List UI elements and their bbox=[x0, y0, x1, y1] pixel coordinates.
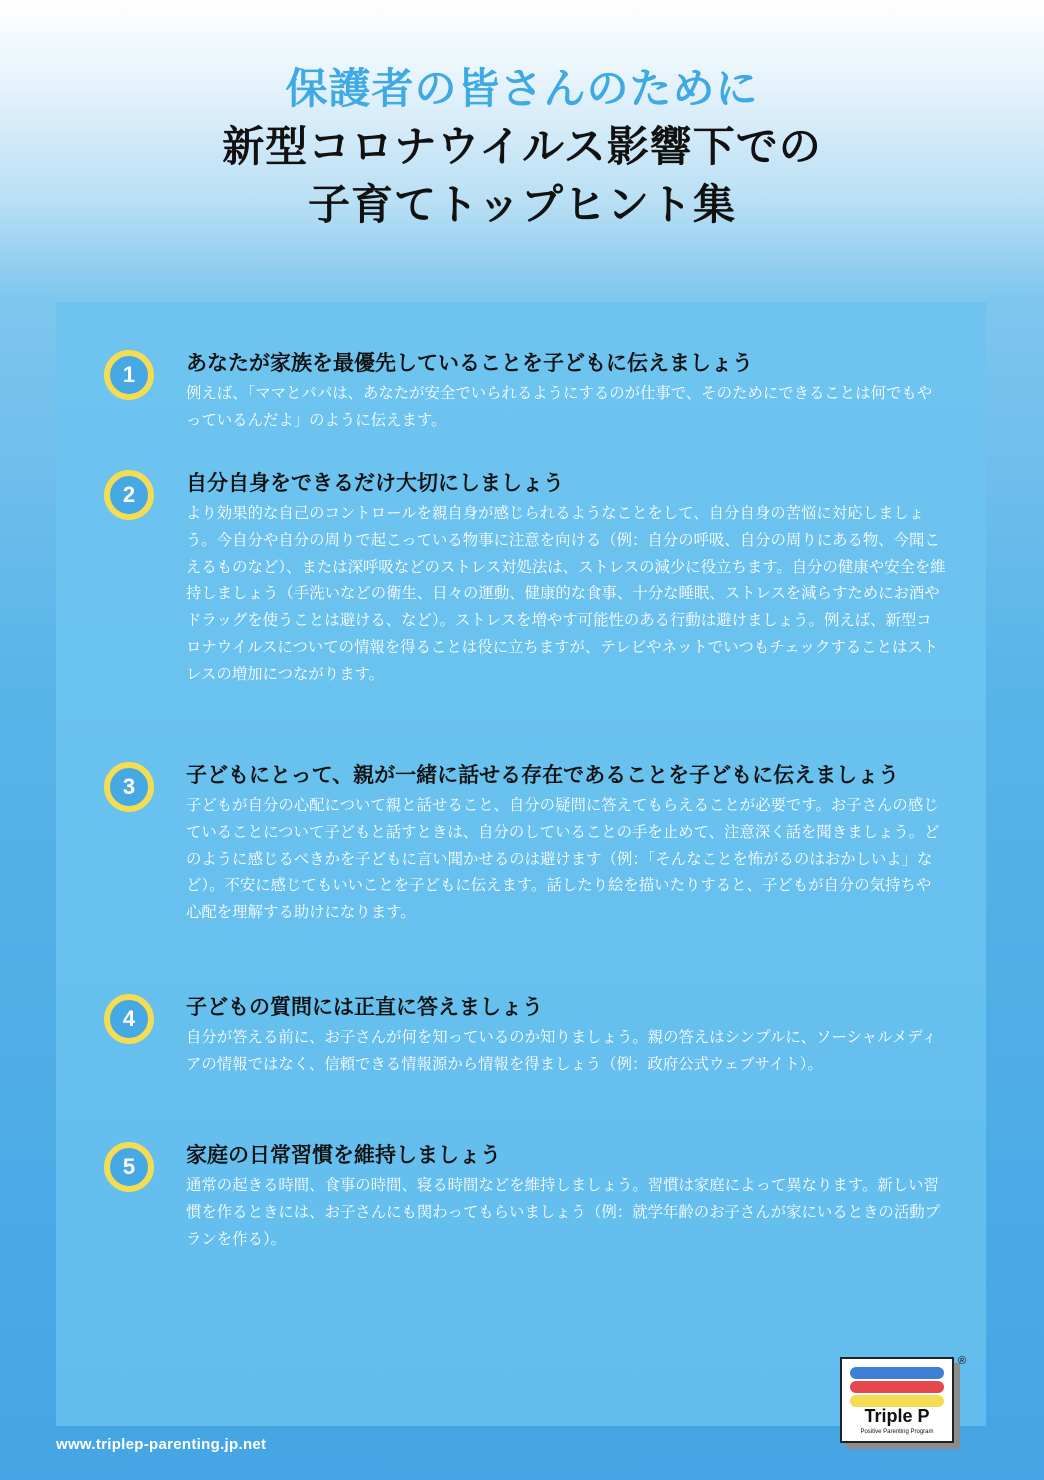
triple-p-logo bbox=[840, 1357, 954, 1443]
tip-body: 自分が答える前に、お子さんが何を知っているのか知りましょう。親の答えはシンプルに、ソーシャルメディアの情報ではなく、信頼できる情報源から情報を得ましょう（例：政府公式ウェブサイト）。 bbox=[186, 1028, 937, 1073]
logo-stripe-red bbox=[850, 1381, 944, 1393]
registered-mark: ® bbox=[958, 1355, 967, 1367]
tip-3 bbox=[102, 760, 952, 926]
footer-url-link[interactable]: www.triplep-parenting.jp.net bbox=[56, 1436, 267, 1453]
tips-panel bbox=[56, 302, 986, 1426]
tip-body: より効果的な自己のコントロールを親自身が感じられるようなことをして、自分自身の苦悩に対応しましょう。今自分や自分の周りで起こっている物事に注意を向ける（例：自分の呼吸、自分の周りにある物、今聞こえるものなど）、または深呼吸などのストレス対処法は、ストレスの減少に役立ちます。自分の健康や安全を維持しましょう（手洗いなどの衛生、日々の運動、健康的な食事、十分な睡眠、ストレスを減らすためにお酒やドラッグを使うことは避ける、など）。ストレスを増やす可能性のある行動は避けましょう。例えば、新型コロナウイルスについての情報を得ることは役に立ちますが、テレビやネットでいつもチェックすることはストレスの増加につながります。 bbox=[186, 504, 946, 683]
tip-number-badge: 3 bbox=[104, 762, 154, 812]
tip-number-badge: 2 bbox=[104, 470, 154, 520]
header bbox=[0, 60, 1044, 234]
subtitle: 保護者の皆さんのために bbox=[285, 64, 759, 113]
page-title-line1: 新型コロナウイルス影響下での bbox=[222, 122, 822, 171]
tip-1 bbox=[102, 348, 952, 434]
logo-name: Triple P bbox=[864, 1406, 930, 1426]
tip-number-badge: 1 bbox=[104, 350, 154, 400]
tip-2 bbox=[102, 468, 952, 688]
tip-title: 家庭の日常習慣を維持しましょう bbox=[186, 1143, 501, 1167]
tip-title: 子どもの質問には正直に答えましょう bbox=[186, 995, 543, 1019]
logo-stripe-blue bbox=[850, 1367, 944, 1379]
tip-number-badge: 4 bbox=[104, 994, 154, 1044]
tip-body: 通常の起きる時間、食事の時間、寝る時間などを維持しましょう。習慣は家庭によって異なります。新しい習慣を作るときには、お子さんにも関わってもらいましょう（例：就学年齢のお子さんが家にいるときの活動プランを作る）。 bbox=[186, 1176, 940, 1248]
tip-number-badge: 5 bbox=[104, 1142, 154, 1192]
tip-title: 子どもにとって、親が一緒に話せる存在であることを子どもに伝えましょう bbox=[186, 763, 900, 787]
logo-tagline: Positive Parenting Program bbox=[860, 1429, 934, 1435]
tip-4 bbox=[102, 992, 952, 1078]
tip-body: 例えば、「ママとパパは、あなたが安全でいられるようにするのが仕事で、そのためにできることは何でもやっているんだよ」のように伝えます。 bbox=[186, 384, 933, 429]
page-title-line2: 子育てトップヒント集 bbox=[308, 180, 736, 229]
tip-title: あなたが家族を最優先していることを子どもに伝えましょう bbox=[186, 351, 753, 375]
tip-body: 子どもが自分の心配について親と話せること、自分の疑問に答えてもらえることが必要です。お子さんの感じていることについて子どもと話すときは、自分のしていることの手を止めて、注意深く話を聞きましょう。どのように感じるべきかを子どもに言い聞かせるのは避けます（例：「そんなことを怖がるのはおかしいよ」など）。不安に感じてもいいことを子どもに伝えます。話したり絵を描いたりすると、子どもが自分の気持ちや心配を理解する助けになります。 bbox=[186, 796, 940, 922]
tip-title: 自分自身をできるだけ大切にしましょう bbox=[186, 471, 564, 495]
tip-5 bbox=[102, 1140, 952, 1252]
